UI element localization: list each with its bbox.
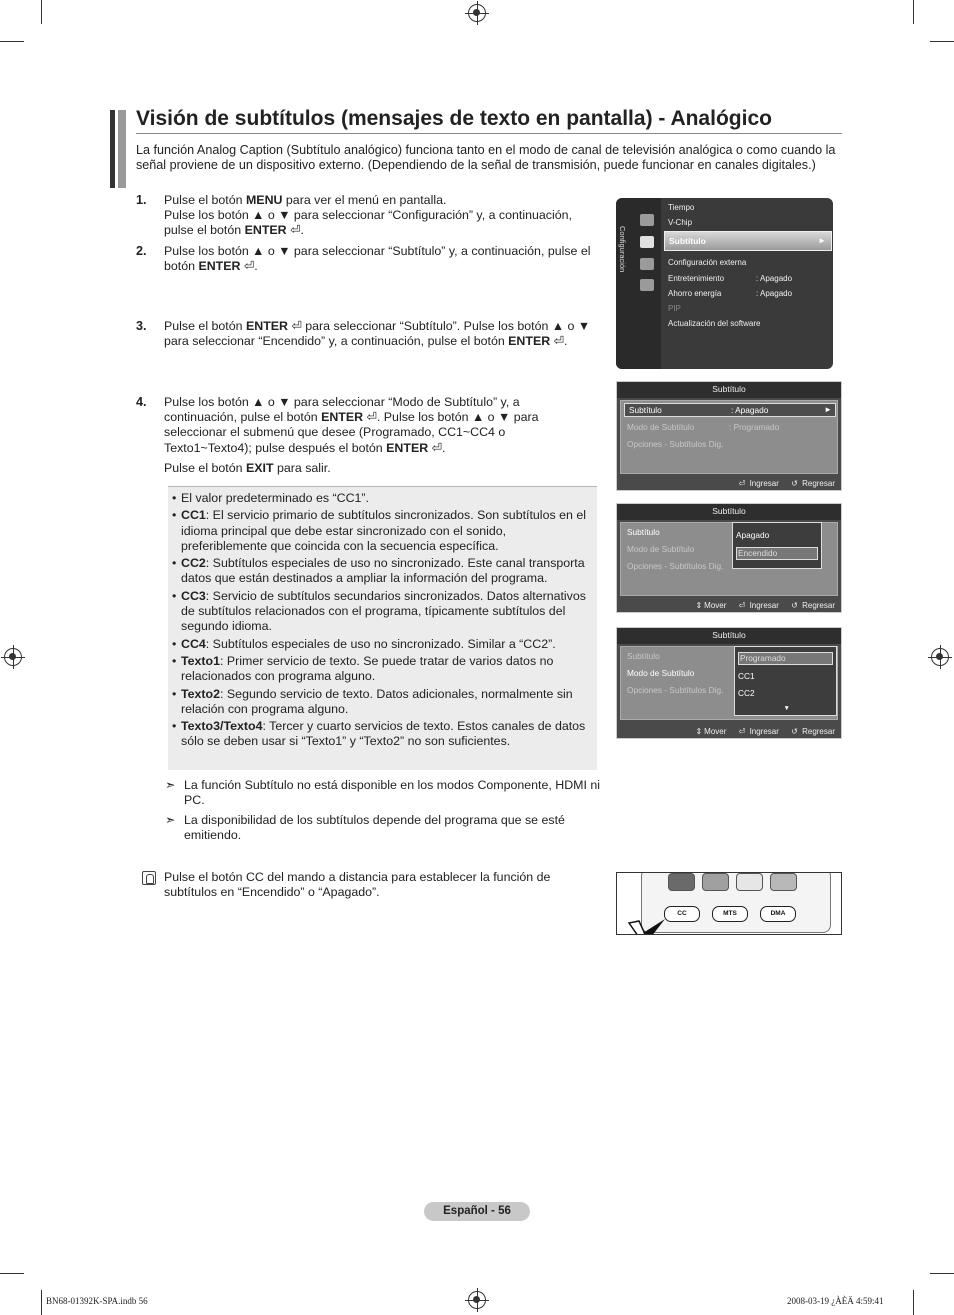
step-text: Pulse el botón EXIT para salir. [164,460,331,475]
menu-sidebar [616,198,661,369]
list-item: • El valor predeterminado es “CC1”. [172,491,589,506]
enter-icon: ⏎ [553,334,565,349]
return-icon: ↺ [791,479,798,488]
arrow-marker-icon: ➣ [165,813,176,827]
title-divider [136,133,842,134]
row-subtitulo[interactable]: Subtítulo [627,527,660,537]
screen-header: Subtítulo [617,504,841,520]
return-icon: ↺ [791,727,798,736]
application-icon [640,279,654,291]
option-encendido[interactable]: Encendido [736,547,818,560]
list-item: • CC4: Subtítulos especiales de uso no sincronizado. Similar a “CC2”. [172,637,589,652]
step-number: 1. [136,193,147,207]
option-popup [734,646,837,716]
subtitle-screen-1 [616,381,842,491]
menu-item-vchip[interactable]: V-Chip [668,218,693,227]
menu-item-config-externa[interactable]: Configuración externa [668,258,747,267]
updown-icon: ⇕ [695,601,703,610]
enter-icon: ⏎ [738,601,746,610]
registration-mark-icon [4,648,22,666]
subtitle-screen-3 [616,627,842,739]
enter-icon: ⏎ [366,410,377,425]
row-subtitulo[interactable]: Subtítulo [627,651,660,661]
screen-body [620,646,838,720]
picture-icon [640,214,654,226]
color-button-3[interactable] [736,873,763,891]
crop-mark [930,41,954,42]
menu-item-entretenimiento[interactable]: Entretenimiento : Apagado [668,274,793,283]
arrow-right-icon: ► [818,236,826,245]
scroll-down-icon[interactable]: ▼ [783,705,790,712]
screen-header: Subtítulo [617,628,841,644]
list-item: • Texto1: Primer servicio de texto. Se puede tratar de varios datos no relacionados con programa alguno. [172,654,589,684]
selected-row[interactable] [624,403,836,417]
step-text: Pulse los botón ▲ o ▼ para seleccionar “Configuración” y, a continuación, pulse el botón ENTER ⏎. [164,208,572,238]
list-item: • CC2: Subtítulos especiales de uso no sincronizado. Este canal transporta datos que están destinados a ampliar la información del programa. [172,556,589,586]
arrow-marker-icon: ➣ [165,778,176,792]
enter-icon: ⏎ [290,223,301,238]
screen-body [620,400,838,474]
step-text: Pulse el botón ENTER ⏎ para seleccionar “Subtítulo”. Pulse los botón ▲ o ▼ para seleccionar “Encendido” y, a continuación, pulse el botón ENTER ⏎. [164,319,591,349]
color-button-1[interactable] [668,873,695,891]
crop-mark [913,1290,914,1315]
screen-footer: ⏎ Ingresar ↺ Regresar [738,479,835,488]
row-modo-subtitulo[interactable]: Modo de Subtítulo [627,668,695,678]
caption-mode-list [168,487,597,750]
option-apagado[interactable]: Apagado [736,530,770,540]
list-item: • CC1: El servicio primario de subtítulos sincronizados. Son subtítulos en el idioma principal que debe estar sincronizado con el sonido, preferiblemente que coincida con la secuencia específica. [172,508,589,554]
page-number-badge: Español - 56 [424,1202,530,1221]
registration-mark-icon [468,4,486,22]
screen-body [620,522,838,596]
crop-mark [0,41,24,42]
step-body [164,193,604,239]
row-modo-subtitulo[interactable]: Modo de Subtítulo [627,544,695,554]
crop-mark [41,1290,42,1315]
arrow-right-icon: ► [824,405,832,414]
updown-icon: ⇕ [695,727,703,736]
menu-item-pip: PIP [668,304,681,313]
crop-mark [41,0,42,24]
screen-header: Subtítulo [617,382,841,398]
crop-mark [0,1273,24,1274]
option-cc2[interactable]: CC2 [738,688,755,698]
return-icon: ↺ [791,601,798,610]
pointer-arrow-icon [625,913,673,935]
registration-mark-icon [468,1291,486,1309]
remote-control-illustration [616,872,842,935]
menu-list [661,198,833,369]
screen-footer: ⇕ Mover ⏎ Ingresar ↺ Regresar [695,601,835,610]
row-subtitulo: Subtítulo : Apagado [629,405,769,415]
enter-icon: ⏎ [738,727,746,736]
step-number: 2. [136,244,147,258]
step-body [164,244,604,274]
menu-item-tiempo[interactable]: Tiempo [668,203,695,212]
menu-item-ahorro-energia[interactable]: Ahorro energía : Apagado [668,289,793,298]
page-title: Visión de subtítulos (mensajes de texto en pantalla) - Analógico [136,107,772,130]
remote-tip-icon [142,871,156,885]
title-accent-bar [110,110,126,188]
print-slug-file: BN68-01392K-SPA.indb 56 [46,1296,148,1306]
step-text: Pulse los botón ▲ o ▼ para seleccionar “Subtítulo” y, a continuación, pulse el botón ENTER ⏎. [164,244,591,274]
step-body [164,319,609,349]
row-opciones-digitales[interactable]: Opciones - Subtítulos Dig. [627,561,724,571]
enter-icon: ⏎ [738,479,746,488]
row-modo-subtitulo[interactable]: Modo de Subtítulo : Programado [627,422,780,432]
row-opciones-digitales[interactable]: Opciones - Subtítulos Dig. [627,439,724,449]
enter-icon: ⏎ [291,319,302,333]
color-button-2[interactable] [702,873,729,891]
color-button-4[interactable] [770,873,797,891]
crop-mark [913,0,914,24]
gear-icon [640,236,654,248]
intro-paragraph: La función Analog Caption (Subtítulo analógico) funciona tanto en el modo de canal de televisión analógica o como cuando la señal proviene de un dispositivo externo. (Dependiendo de la señal de transmisión, puede funcionar en canales digitales.) [136,143,836,173]
step-text: Pulse el botón MENU para ver el menú en pantalla. [164,193,447,207]
option-popup [732,522,822,569]
menu-item-actualizacion[interactable]: Actualización del software [668,319,761,328]
print-slug-date: 2008-03-19 ¿ÀÈÄ 4:59:41 [787,1296,884,1306]
step-body [164,395,559,476]
step-number: 4. [136,395,147,409]
mts-button[interactable]: MTS [712,906,748,922]
list-item: • CC3: Servicio de subtítulos secundarios sincronizados. Datos alternativos de subtítulos relacionados con el programa, típicamente subtítulos del segundo idioma. [172,589,589,635]
sidebar-label: Configuración [618,226,627,273]
dma-button[interactable]: DMA [760,906,796,922]
input-icon [640,258,654,270]
crop-mark [930,1273,954,1274]
row-opciones-digitales[interactable]: Opciones - Subtítulos Dig. [627,685,724,695]
registration-mark-icon [931,648,949,666]
screen-footer: ⇕ Mover ⏎ Ingresar ↺ Regresar [695,727,835,736]
enter-icon: ⏎ [243,259,255,274]
step-number: 3. [136,319,147,333]
menu-item-subtitulo[interactable]: Subtítulo ► [664,231,832,251]
setup-menu-screen [616,198,833,369]
step-text: Pulse los botón ▲ o ▼ para seleccionar “Modo de Subtítulo” y, a continuación, pulse el botón ENTER ⏎. Pulse los botón ▲ o ▼ para seleccionar el submenú que desee (Programado, CC1~CC4 o Texto1~Texto4); pulse después el botón ENTER ⏎. [164,395,539,455]
list-item: • Texto3/Texto4: Tercer y cuarto servicios de texto. Estos canales de datos sólo se deben usar si “Texto1” y “Texto2” no son suficientes. [172,719,589,749]
cc-button[interactable]: CC [664,906,700,922]
option-cc1[interactable]: CC1 [738,671,755,681]
enter-icon: ⏎ [431,440,442,455]
caption-modes-note-box [168,486,597,770]
option-programado[interactable]: Programado [738,652,833,665]
list-item: • Texto2: Segundo servicio de texto. Datos adicionales, normalmente sin relación con programa alguno. [172,687,589,717]
subtitle-screen-2 [616,503,842,613]
